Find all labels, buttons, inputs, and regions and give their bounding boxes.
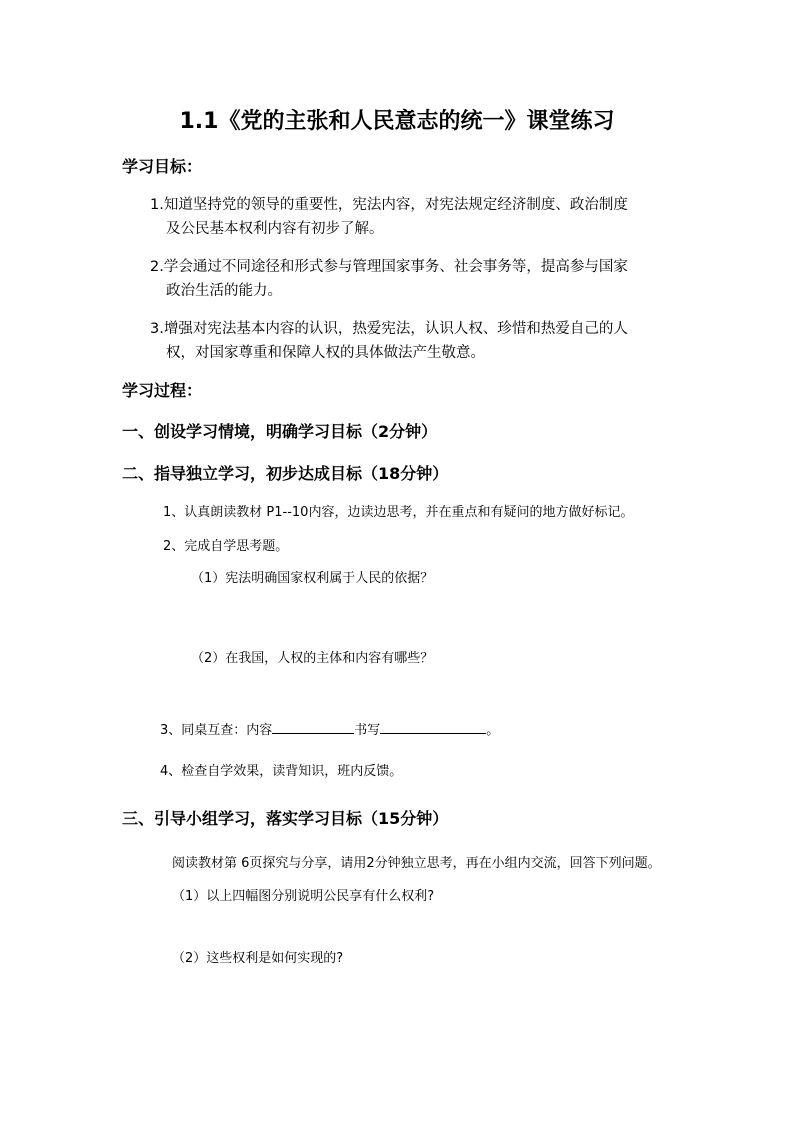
section2-step3 [160,719,499,738]
process-heading: 学习过程： [122,381,203,400]
objective-item-1 [150,193,628,241]
section2-step2: 2、完成自学思考题。 [163,539,289,554]
section1-heading: 一、创设学习情境，明确学习目标（2分钟） [122,422,438,441]
step3-middle: 书写 [354,723,381,738]
objective-item-3-line2: 权，对国家尊重和保障人权的具体做法产生敬意。 [166,345,485,361]
section3-question-2: （2）这些权利是如何实现的? [172,951,344,966]
objective-item-2-line1: 2.学会通过不同途径和形式参与管理国家事务、社会事务等，提高参与国家 [150,259,628,275]
section2-step4: 4、检查自学效果，读背知识，班内反馈。 [160,764,403,779]
objective-item-1-line1: 1.知道坚持党的领导的重要性，宪法内容，对宪法规定经济制度、政治制度 [150,197,628,213]
objective-item-3-line1: 3.增强对宪法基本内容的认识，热爱宪法，认识人权、珍惜和热爱自己的人 [150,321,628,337]
content-blank[interactable] [272,719,354,734]
objective-item-3 [150,317,628,365]
section2-step1: 1、认真朗读教材 P1--10内容，边读边思考，并在重点和有疑问的地方做好标记。 [163,505,634,520]
step3-prefix: 3、同桌互查：内容 [160,723,273,738]
section2-question-2: （2）在我国，人权的主体和内容有哪些？ [191,651,434,666]
objectives-heading: 学习目标： [122,157,203,176]
objective-item-2-line2: 政治生活的能力。 [166,283,282,299]
objective-item-2 [150,255,628,303]
objective-item-1-line2: 及公民基本权利内容有初步了解。 [166,221,384,237]
section3-question-1: （1）以上四幅图分别说明公民享有什么权利? [172,889,435,904]
page-title: 1.1《党的主张和人民意志的统一》课堂练习 [179,109,615,134]
section3-heading: 三、引导小组学习，落实学习目标（15分钟） [122,809,449,828]
section2-heading: 二、指导独立学习，初步达成目标（18分钟） [122,464,449,483]
writing-blank[interactable] [380,719,486,734]
section3-intro: 阅读教材第 6页探究与分享，请用2分钟独立思考，再在小组内交流，回答下列问题。 [172,856,661,871]
step3-suffix: 。 [486,723,500,738]
section2-question-1: （1）宪法明确国家权利属于人民的依据？ [191,571,434,586]
